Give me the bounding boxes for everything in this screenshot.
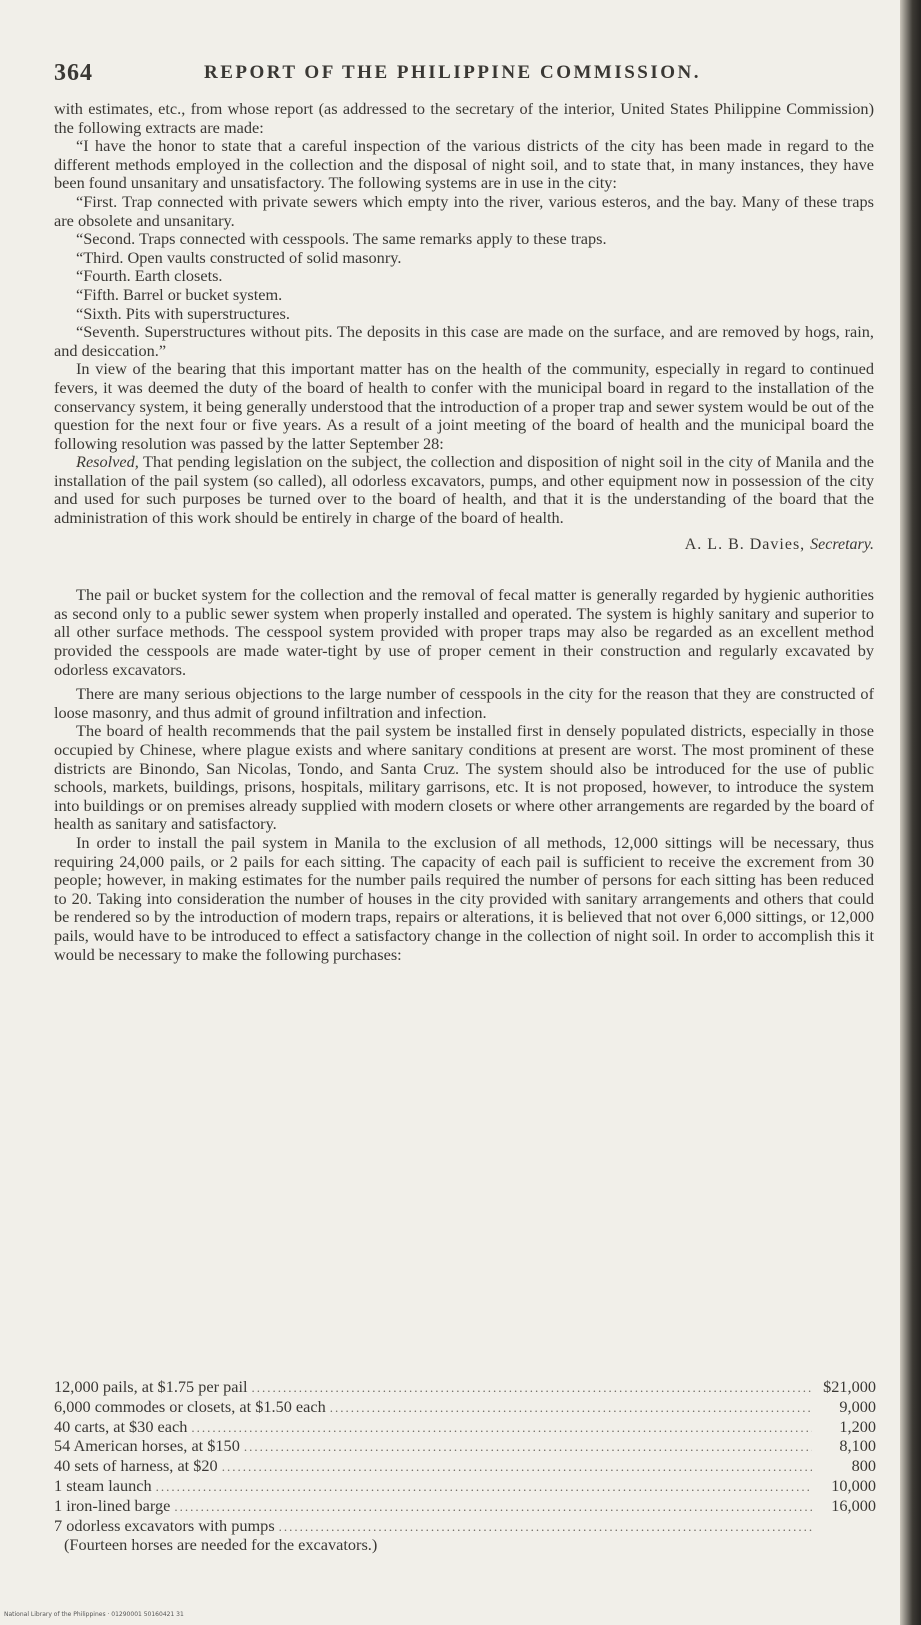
system-item: “First. Trap connected with private sewers which empty into the river, various esteros, and the bay. Many of these traps are obsolete and unsanitary. (54, 191, 874, 230)
leader-dots (174, 1498, 812, 1517)
paragraph-discussion: The pail or bucket system for the collection and the removal of fecal matter is generally regarded by hygienic authorities as second only to a public sewer system when properly installed and operated. The system is highly sanitary and superior to all other surface methods. The cesspool system provided with proper traps may also be regarded as an excellent method provided the cesspools are made water-tight by use of proper cement in their construction and regularly excavated by odorless excavators. (54, 585, 874, 679)
list-item (54, 1497, 876, 1517)
paragraph-inspection: “I have the honor to state that a careful inspection of the various districts of the city has been made in regard to the different methods employed in the collection and the disposal of night soil, and to state that, in many instances, they have been found unsanitary and unsatisfactory. The following systems are in use in the city: (54, 136, 874, 193)
purchases-note: (Fourteen horses are needed for the excavators.) (64, 1535, 378, 1555)
resolution (54, 453, 874, 527)
resolution-lead: Resolved, (76, 452, 139, 472)
leader-dots (222, 1458, 812, 1477)
signature (54, 536, 874, 555)
paragraph-view: In view of the bearing that this important matter has on the health of the community, especially in regard to continued fevers, it was deemed the duty of the board of health to confer with the municipal board in regard to the installation of the conservancy system, it being generally understood that the introduction of a proper trap and sewer system would be out of the question for the next four or five years. As a result of a joint meeting of the board of health and the municipal board the following resolution was passed by the latter September 28: (54, 359, 874, 453)
system-item: “Fifth. Barrel or bucket system. (76, 284, 283, 304)
purchase-amount: 10,000 (831, 1475, 876, 1495)
system-item: “Fourth. Earth closets. (76, 266, 223, 286)
purchase-item: 40 carts, at $30 each (54, 1416, 188, 1436)
purchases-list (54, 1378, 876, 1555)
leader-dots (156, 1478, 812, 1497)
system-item: “Third. Open vaults constructed of solid masonry. (76, 247, 402, 267)
purchase-item: 40 sets of harness, at $20 (54, 1456, 218, 1476)
leader-dots (279, 1518, 812, 1537)
paragraph-discussion: There are many serious objections to the large number of cesspools in the city for the reason that they are constructed of loose masonry, and thus admit of ground infiltration and infection. (54, 684, 874, 722)
purchase-amount: 16,000 (831, 1495, 876, 1515)
purchase-item: 54 American horses, at $150 (54, 1436, 240, 1456)
system-item: “Second. Traps connected with cesspools. The same remarks apply to these traps. (76, 229, 607, 249)
page-number: 364 (54, 60, 93, 86)
system-item: “Seventh. Superstructures without pits. The deposits in this case are made on the surface, and are removed by hogs, rain, and desiccation.” (54, 322, 874, 360)
running-title: REPORT OF THE PHILIPPINE COMMISSION. (204, 62, 702, 83)
leader-dots (330, 1399, 812, 1418)
list-item (54, 1418, 876, 1438)
purchase-amount: 800 (851, 1456, 876, 1476)
book-edge-shadow (900, 0, 921, 1625)
paragraph-intro: with estimates, etc., from whose report (as addressed to the secretary of the interior, United States Philippine Commission) the following extracts are made: (54, 99, 874, 137)
purchase-item: 12,000 pails, at $1.75 per pail (54, 1377, 248, 1396)
systems-list (54, 193, 874, 360)
page-header (54, 60, 874, 90)
purchase-item: 6,000 commodes or closets, at $1.50 each (54, 1396, 326, 1416)
purchase-amount: 8,100 (839, 1436, 876, 1456)
signature-name: A. L. B. Davies, (684, 535, 806, 553)
leader-dots (191, 1419, 812, 1438)
paragraph-discussion: In order to install the pail system in Manila to the exclusion of all methods, 12,000 sittings will be necessary, thus requiring 24,000 pails, or 2 pails for each sitting. The capacity of each pail is sufficient to receive the excrement from 30 people; however, in making estimates for the number pails required the number of persons for each sitting has been reduced to 20. Taking into consideration the number of houses in the city provided with sanitary arrangements and others that could be rendered so by the introduction of modern traps, repairs or alterations, it is believed that not over 6,000 sittings, or 12,000 pails, would have to be introduced to effect a satisfactory change in the collection of night soil. In order to accomplish this it would be necessary to make the following purchases: (54, 832, 874, 964)
resolution-text: That pending legislation on the subject, the collection and disposition of night soil in the city of Manila and the installation of the pail system (so called), all odorless excavators, pumps, and other equipment now in possession of the city and used for such purposes be turned over to the board of health, and that it is the understanding of the board that the administration of this work should be entirely in charge of the board of health. (54, 452, 874, 528)
purchase-amount: $21,000 (823, 1377, 876, 1396)
purchase-amount: 9,000 (839, 1396, 876, 1416)
list-item (54, 1457, 876, 1477)
system-item: “Sixth. Pits with superstructures. (76, 303, 290, 323)
list-item (54, 1437, 876, 1457)
leader-dots (252, 1379, 812, 1398)
scan-footer: National Library of the Philippines · 01290001 50160421 31 (4, 1611, 184, 1618)
body-text (54, 100, 874, 964)
list-item (54, 1378, 876, 1398)
purchase-item: 1 steam launch (54, 1475, 152, 1495)
list-item (54, 1398, 876, 1418)
purchase-item: 1 iron-lined barge (54, 1495, 171, 1515)
purchase-item: 7 odorless excavators with pumps (54, 1515, 275, 1535)
list-item (54, 1477, 876, 1497)
list-item (54, 1517, 876, 1537)
paragraph-discussion: The board of health recommends that the pail system be installed first in densely populated districts, especially in those occupied by Chinese, where plague exists and where sanitary conditions at present are worst. The most prominent of these districts are Binondo, San Nicolas, Tondo, and Santa Cruz. The system should also be introduced for the use of public schools, markets, buildings, prisons, hospitals, military garrisons, etc. It is not proposed, however, to introduce the system into buildings or on premises already supplied with modern closets or where other arrangements are regarded by the board of health as sanitary and satisfactory. (54, 721, 874, 834)
purchase-amount: 1,200 (839, 1416, 876, 1436)
signature-title: Secretary. (810, 535, 874, 553)
leader-dots (244, 1438, 812, 1457)
